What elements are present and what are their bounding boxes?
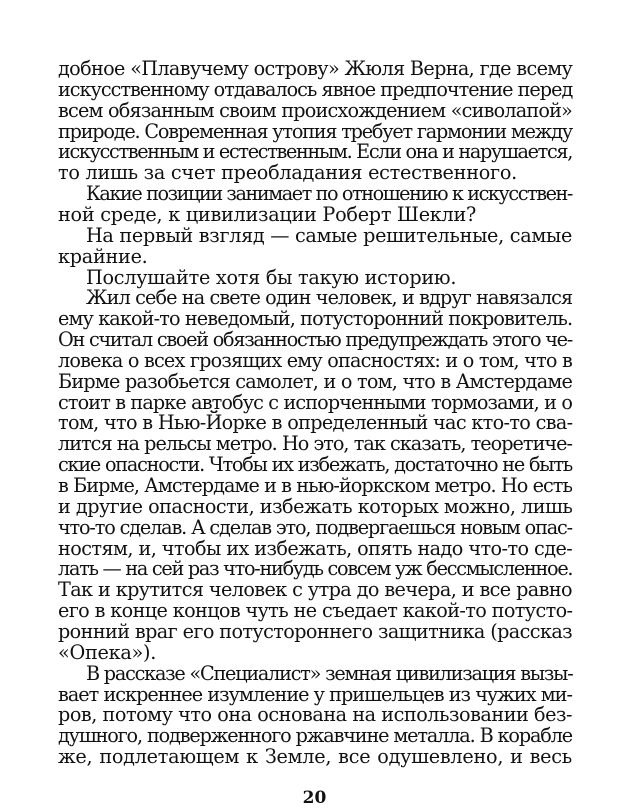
text-line: искусственному отдавалось явное предпочтение перед — [58, 77, 573, 101]
text-line: что-то сделав. А сделав это, подвергаешься новым опас- — [58, 515, 572, 539]
text-line: искусственным и естественным. Если она и нарушается, — [58, 140, 572, 164]
text-line: лится на рельсы метро. Но это, так сказать, теоретиче- — [58, 432, 572, 456]
text-line: душного, подверженного ржавчине металла. В корабле — [58, 724, 572, 748]
text-line: «Опека»). — [58, 640, 157, 664]
text-line: же, подлетающем к Земле, все одушевлено, и весь — [58, 745, 572, 769]
text-line: Жил себе на свете один человек, и вдруг навязался — [86, 286, 573, 310]
text-line: ские опасности. Чтобы их избежать, достаточно не быть — [58, 453, 572, 477]
page-number: 20 — [302, 787, 327, 808]
text-line: всем обязанным своим происхождением «сиволапой» — [58, 98, 572, 122]
text-line: ной среде, к цивилизации Роберт Шекли? — [58, 202, 477, 226]
text-line: его в конце концов чуть не съедает какой-то потусто- — [58, 599, 573, 623]
text-line: стоит в парке автобус с испорченными тормозами, и о — [58, 390, 572, 414]
text-line: ему какой-то неведомый, потусторонний покровитель. — [58, 307, 573, 331]
text-line: и другие опасности, избежать которых можно, лишь — [58, 494, 573, 518]
text-line: ловека о всех грозящих ему опасностях: и о том, что в — [58, 348, 572, 372]
text-line: ронний враг его потустороннего защитника (рассказ — [58, 619, 573, 643]
text-line: природе. Современная утопия требует гармонии между — [58, 119, 572, 143]
text-line: вает искреннее изумление у пришельцев из чужих ми- — [58, 682, 572, 706]
text-line: Послушайте хотя бы такую историю. — [86, 265, 457, 289]
text-line: крайние. — [58, 244, 148, 268]
text-line: в Бирме, Амстердаме и в нью-йоркском метро. Но есть — [58, 474, 572, 497]
text-line: лать — на сей раз что-нибудь совсем уж бессмысленное. — [58, 557, 573, 581]
text-line: том, что в Нью-Йорке в определенный час кто-то сва- — [58, 411, 573, 435]
text-line: Бирме разобьется самолет, и о том, что в Амстердаме — [58, 369, 573, 393]
text-line: добное «Плавучему острову» Жюля Верна, где всему — [58, 57, 573, 80]
text-line: ностям, и, чтобы их избежать, опять надо что-то сде- — [58, 536, 573, 560]
text-line: Так и крутится человек с утра до вечера, и все равно — [58, 578, 572, 602]
text-line: На первый взгляд — самые решительные, самые — [86, 223, 572, 247]
text-line: то лишь за счет преобладания естественного. — [58, 161, 517, 185]
text-line: В рассказе «Специалист» земная цивилизация вызы- — [86, 661, 573, 685]
text-line: ров, потому что она основана на использовании без- — [58, 703, 572, 727]
text-line: Какие позиции занимает по отношению к искусствен- — [86, 182, 572, 206]
text-line: Он считал своей обязанностью предупреждать этого че- — [58, 328, 572, 352]
